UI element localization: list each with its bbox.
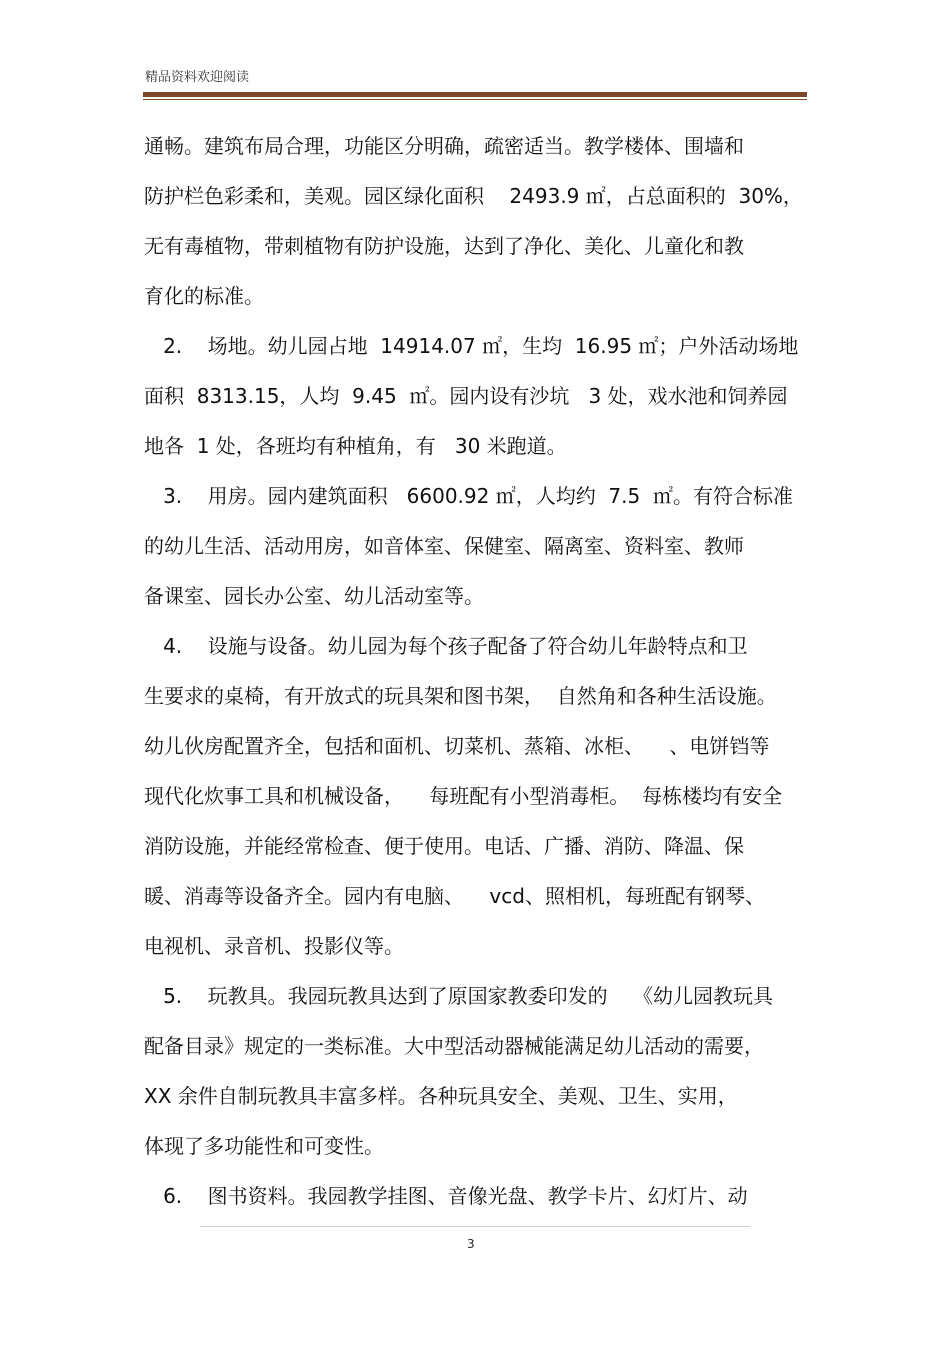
text-line: 体现了多功能性和可变性。 [144,1134,384,1158]
text-line: 3. 用房。园内建筑面积 6600.92 ㎡，人均约 7.5 ㎡。有符合标准 [144,484,793,508]
page-number: 3 [467,1237,475,1251]
text-line: 6. 图书资料。我园教学挂图、音像光盘、教学卡片、幻灯片、动 [144,1184,748,1208]
text-line: 育化的标准。 [144,284,264,308]
text-line: 的幼儿生活、活动用房，如音体室、保健室、隔离室、资料室、教师 [144,534,744,558]
text-line: 2. 场地。幼儿园占地 14914.07 ㎡，生均 16.95 ㎡；户外活动场地 [144,334,799,358]
document-body [144,121,812,1221]
text-line: 消防设施，并能经常检查、便于使用。电话、广播、消防、降温、保 [144,834,744,858]
text-line: XX 余件自制玩教具丰富多样。各种玩具安全、美观、卫生、实用， [144,1084,738,1108]
header-rule-thick [143,92,807,97]
header-text: 精品资料欢迎阅读 [145,70,250,85]
text-line: 幼儿伙房配置齐全，包括和面机、切菜机、蒸箱、冰柜、 、电饼铛等 [144,734,770,758]
footer-rule [200,1226,750,1227]
text-line: 配备目录》规定的一类标准。大中型活动器械能满足幼儿活动的需要， [144,1034,764,1058]
text-line: 暖、消毒等设备齐全。园内有电脑、 vcd、照相机，每班配有钢琴、 [144,884,765,908]
text-line: 4. 设施与设备。幼儿园为每个孩子配备了符合幼儿年龄特点和卫 [144,634,748,658]
text-line: 备课室、园长办公室、幼儿活动室等。 [144,584,484,608]
text-line: 地各 1 处，各班均有种植角，有 30 米跑道。 [144,434,567,458]
text-line: 电视机、录音机、投影仪等。 [144,934,404,958]
text-line: 防护栏色彩柔和，美观。园区绿化面积 2493.9 ㎡，占总面积的 30%， [144,184,803,208]
text-line: 5. 玩教具。我园玩教具达到了原国家教委印发的 《幼儿园教玩具 [144,984,774,1008]
text-line: 面积 8313.15，人均 9.45 ㎡。园内设有沙坑 3 处，戏水池和饲养园 [144,384,788,408]
text-line: 现代化炊事工具和机械设备， 每班配有小型消毒柜。 每栋楼均有安全 [144,784,783,808]
text-line: 通畅。建筑布局合理，功能区分明确，疏密适当。教学楼体、围墙和 [144,134,744,158]
text-line: 生要求的桌椅，有开放式的玩具架和图书架， 自然角和各种生活设施。 [144,684,777,708]
header-rule-thin [143,99,807,100]
text-line: 无有毒植物，带刺植物有防护设施，达到了净化、美化、儿童化和教 [144,234,744,258]
